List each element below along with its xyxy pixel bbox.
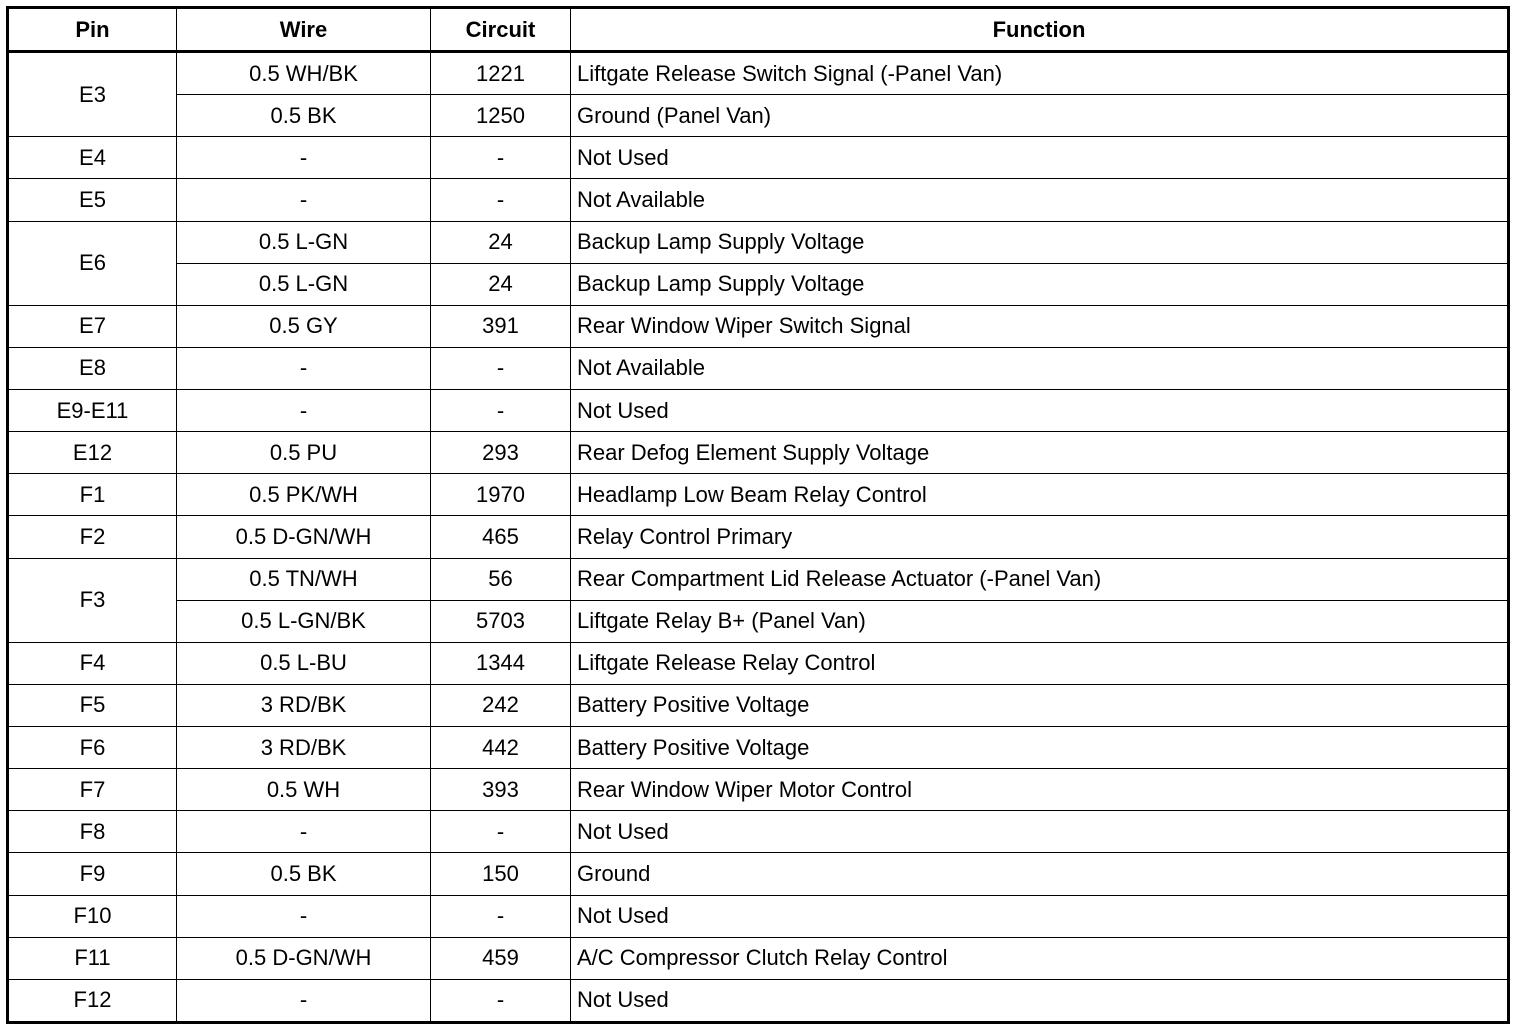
circuit-cell: 1250 [431, 95, 571, 137]
table-row [8, 179, 1509, 221]
wire-cell: - [177, 347, 431, 389]
pin-cell: F4 [8, 642, 177, 684]
pin-cell: F3 [8, 558, 177, 642]
wire-cell: 0.5 L-GN/BK [177, 600, 431, 642]
pin-cell: E3 [8, 52, 177, 137]
function-cell: Not Used [571, 811, 1509, 853]
table-row [8, 727, 1509, 769]
circuit-cell: - [431, 347, 571, 389]
header-row [8, 8, 1509, 52]
circuit-cell: - [431, 137, 571, 179]
table-row [8, 516, 1509, 558]
pin-cell: E8 [8, 347, 177, 389]
circuit-cell: 393 [431, 769, 571, 811]
wire-cell: 0.5 L-BU [177, 642, 431, 684]
function-cell: A/C Compressor Clutch Relay Control [571, 937, 1509, 979]
wire-cell: 0.5 BK [177, 95, 431, 137]
function-cell: Liftgate Release Switch Signal (-Panel Van) [571, 52, 1509, 95]
function-cell: Ground (Panel Van) [571, 95, 1509, 137]
table-row [8, 600, 1509, 642]
pin-cell: E4 [8, 137, 177, 179]
circuit-cell: 56 [431, 558, 571, 600]
table-row [8, 432, 1509, 474]
pin-cell: F9 [8, 853, 177, 895]
circuit-cell: - [431, 179, 571, 221]
table-row [8, 305, 1509, 347]
table-row [8, 52, 1509, 95]
circuit-cell: 5703 [431, 600, 571, 642]
pin-cell: F11 [8, 937, 177, 979]
wire-cell: - [177, 895, 431, 937]
table-row [8, 95, 1509, 137]
function-cell: Backup Lamp Supply Voltage [571, 221, 1509, 263]
function-cell: Rear Defog Element Supply Voltage [571, 432, 1509, 474]
function-cell: Liftgate Release Relay Control [571, 642, 1509, 684]
table-row [8, 811, 1509, 853]
header-circuit: Circuit [431, 8, 571, 52]
circuit-cell: 1221 [431, 52, 571, 95]
pin-cell: F2 [8, 516, 177, 558]
function-cell: Relay Control Primary [571, 516, 1509, 558]
wire-cell: 3 RD/BK [177, 684, 431, 726]
pin-cell: F10 [8, 895, 177, 937]
pin-cell: F8 [8, 811, 177, 853]
table-row [8, 263, 1509, 305]
wire-cell: 0.5 D-GN/WH [177, 937, 431, 979]
table-row [8, 221, 1509, 263]
function-cell: Not Used [571, 979, 1509, 1022]
circuit-cell: 24 [431, 221, 571, 263]
wire-cell: 0.5 PK/WH [177, 474, 431, 516]
pin-cell: E5 [8, 179, 177, 221]
pin-cell: F1 [8, 474, 177, 516]
function-cell: Not Available [571, 179, 1509, 221]
circuit-cell: 150 [431, 853, 571, 895]
circuit-cell: - [431, 979, 571, 1022]
wire-cell: 3 RD/BK [177, 727, 431, 769]
function-cell: Not Used [571, 137, 1509, 179]
circuit-cell: 459 [431, 937, 571, 979]
circuit-cell: 1970 [431, 474, 571, 516]
pin-cell: E7 [8, 305, 177, 347]
pin-cell: F7 [8, 769, 177, 811]
wire-cell: 0.5 TN/WH [177, 558, 431, 600]
wire-cell: - [177, 390, 431, 432]
pin-cell: E12 [8, 432, 177, 474]
circuit-cell: - [431, 811, 571, 853]
table-row [8, 979, 1509, 1022]
wire-cell: 0.5 PU [177, 432, 431, 474]
pin-cell: F5 [8, 684, 177, 726]
function-cell: Ground [571, 853, 1509, 895]
function-cell: Rear Compartment Lid Release Actuator (-Panel Van) [571, 558, 1509, 600]
table-row [8, 347, 1509, 389]
circuit-cell: - [431, 390, 571, 432]
wire-cell: 0.5 GY [177, 305, 431, 347]
table-row [8, 853, 1509, 895]
function-cell: Not Used [571, 895, 1509, 937]
table-row [8, 642, 1509, 684]
circuit-cell: 391 [431, 305, 571, 347]
table-row [8, 474, 1509, 516]
function-cell: Rear Window Wiper Switch Signal [571, 305, 1509, 347]
function-cell: Rear Window Wiper Motor Control [571, 769, 1509, 811]
header-wire: Wire [177, 8, 431, 52]
pin-cell: F6 [8, 727, 177, 769]
header-pin: Pin [8, 8, 177, 52]
function-cell: Battery Positive Voltage [571, 727, 1509, 769]
function-cell: Backup Lamp Supply Voltage [571, 263, 1509, 305]
circuit-cell: 1344 [431, 642, 571, 684]
table-row [8, 390, 1509, 432]
function-cell: Liftgate Relay B+ (Panel Van) [571, 600, 1509, 642]
wire-cell: 0.5 L-GN [177, 221, 431, 263]
wire-cell: - [177, 179, 431, 221]
circuit-cell: 465 [431, 516, 571, 558]
header-function: Function [571, 8, 1509, 52]
pin-cell: F12 [8, 979, 177, 1022]
wire-cell: 0.5 L-GN [177, 263, 431, 305]
circuit-cell: - [431, 895, 571, 937]
wire-cell: 0.5 D-GN/WH [177, 516, 431, 558]
wire-cell: 0.5 WH [177, 769, 431, 811]
circuit-cell: 442 [431, 727, 571, 769]
table-row [8, 558, 1509, 600]
table-row [8, 937, 1509, 979]
function-cell: Not Used [571, 390, 1509, 432]
wire-cell: - [177, 979, 431, 1022]
wire-cell: 0.5 WH/BK [177, 52, 431, 95]
table-row [8, 895, 1509, 937]
function-cell: Battery Positive Voltage [571, 684, 1509, 726]
pin-cell: E9-E11 [8, 390, 177, 432]
circuit-cell: 293 [431, 432, 571, 474]
wire-cell: 0.5 BK [177, 853, 431, 895]
wire-cell: - [177, 811, 431, 853]
connector-pinout-table [6, 6, 1510, 1024]
table-row [8, 769, 1509, 811]
table-row [8, 137, 1509, 179]
circuit-cell: 24 [431, 263, 571, 305]
function-cell: Headlamp Low Beam Relay Control [571, 474, 1509, 516]
function-cell: Not Available [571, 347, 1509, 389]
table-row [8, 684, 1509, 726]
circuit-cell: 242 [431, 684, 571, 726]
pin-cell: E6 [8, 221, 177, 305]
wire-cell: - [177, 137, 431, 179]
